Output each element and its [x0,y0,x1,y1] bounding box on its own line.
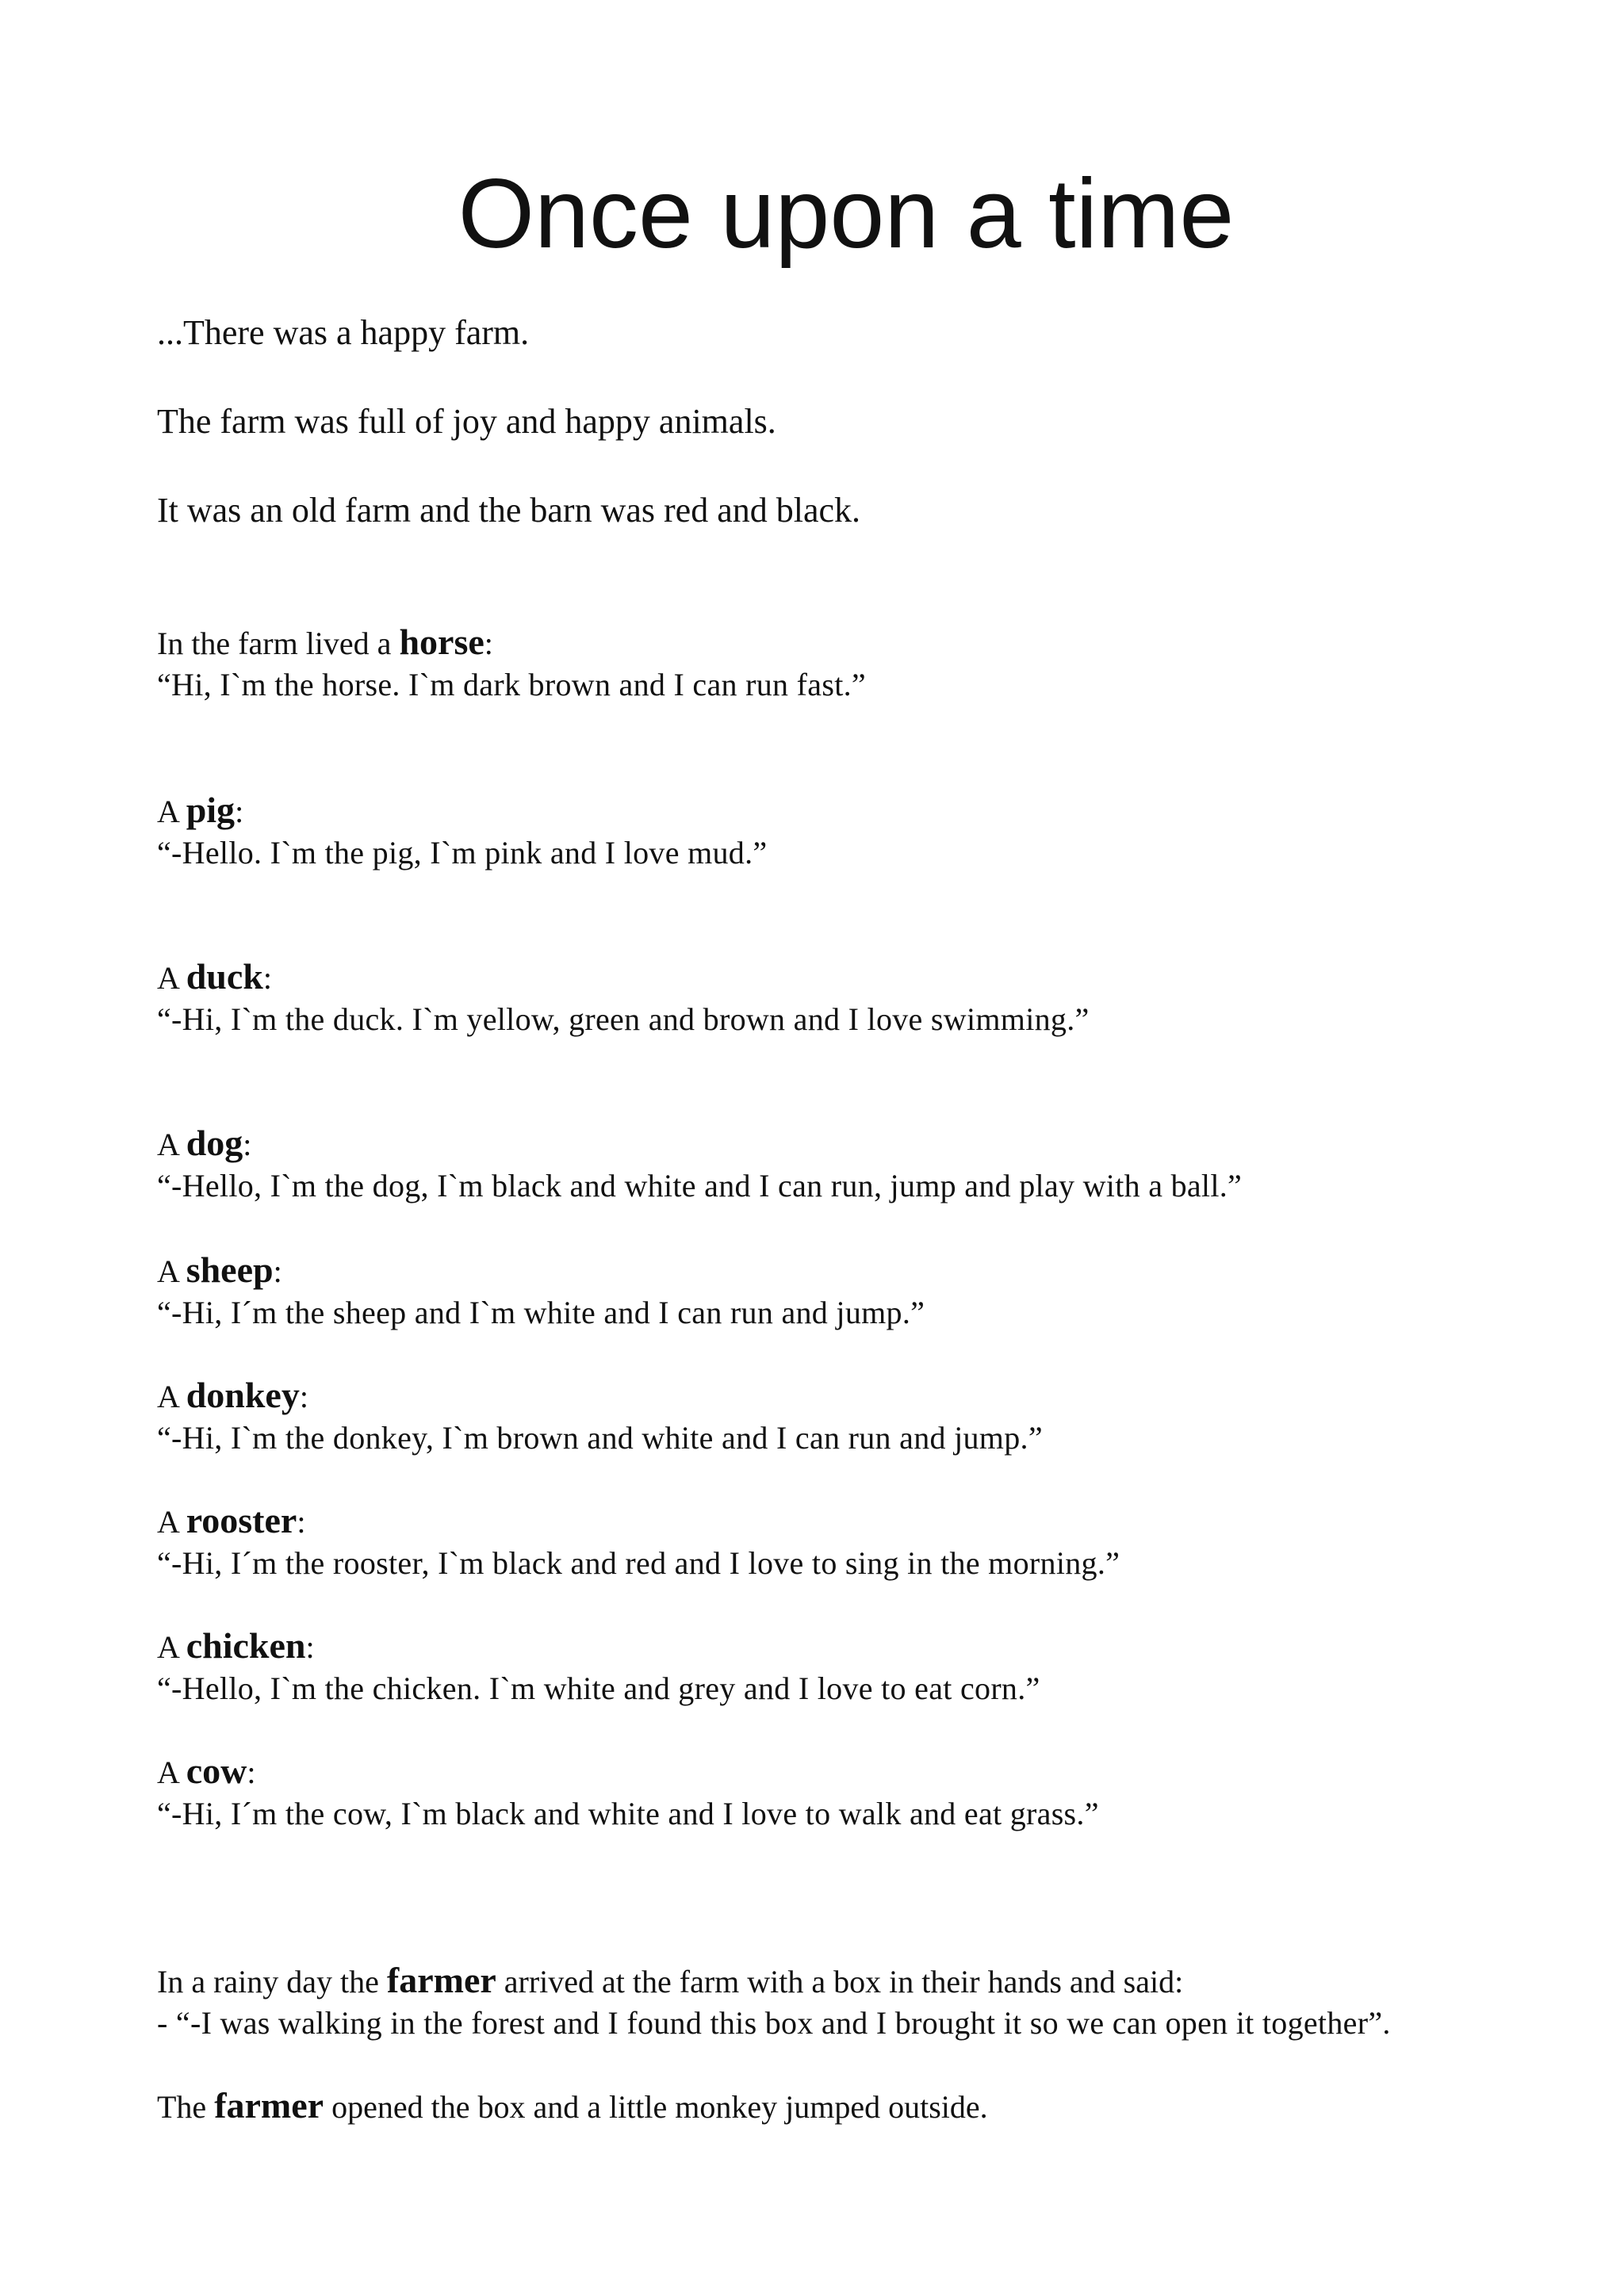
animal-name: chicken [186,1625,306,1666]
animal-quote: “-Hello. I`m the pig, I`m pink and I love mud.” [157,835,768,871]
animal-entry-cow [157,1751,1099,1835]
animal-prefix: A [157,1127,186,1162]
farmer-name: farmer [386,1960,496,2000]
animal-suffix: : [299,1379,308,1414]
animal-prefix: A [157,794,186,829]
closing-line [157,2085,988,2128]
animal-suffix: : [262,960,272,996]
animal-intro [157,790,767,832]
animal-name: donkey [186,1375,300,1415]
closing-prefix: The [157,2089,215,2125]
animal-suffix: : [484,626,493,661]
animal-name: rooster [186,1500,297,1540]
animal-prefix: A [157,1755,186,1790]
animal-quote: “-Hi, I´m the cow, I`m black and white and I love to walk and eat grass.” [157,1796,1099,1831]
intro-line: It was an old farm and the barn was red and black. [157,491,861,530]
animal-name: pig [186,790,236,830]
animal-intro [157,1249,925,1292]
animal-intro [157,1375,1043,1418]
animal-entry-horse [157,622,866,706]
closing-paragraph [157,2085,988,2128]
farmer-suffix: arrived at the farm with a box in their hands and said: [496,1964,1184,1999]
animal-suffix: : [235,794,244,829]
animal-entry-sheep [157,1249,925,1334]
animal-name: duck [186,956,263,997]
animal-suffix: : [243,1127,252,1162]
farmer-paragraph [157,1960,1391,2044]
animal-name: dog [186,1123,243,1163]
animal-prefix: A [157,960,186,996]
animal-prefix: A [157,1379,186,1414]
intro-line: The farm was full of joy and happy animals. [157,402,776,441]
animal-prefix: A [157,1253,186,1289]
animal-intro [157,622,866,664]
farmer-prefix: In a rainy day the [157,1964,387,1999]
animal-name: horse [399,622,485,662]
animal-quote: “Hi, I`m the horse. I`m dark brown and I can run fast.” [157,667,866,702]
animal-name: sheep [186,1249,274,1290]
animal-intro [157,956,1090,999]
intro-line: ...There was a happy farm. [157,313,530,352]
page-title: Once upon a time [458,159,1235,269]
animal-intro [157,1123,1242,1165]
animal-name: cow [186,1751,247,1791]
animal-quote: “-Hi, I´m the rooster, I`m black and red and I love to sing in the morning.” [157,1545,1120,1581]
animal-suffix: : [273,1253,282,1289]
farmer-intro [157,1960,1391,2003]
animal-intro [157,1500,1120,1543]
animal-prefix: A [157,1629,186,1665]
animal-suffix: : [247,1755,256,1790]
animal-prefix: A [157,1504,186,1540]
farmer-name: farmer [214,2085,324,2126]
animal-prefix: In the farm lived a [157,626,400,661]
animal-quote: “-Hi, I´m the sheep and I`m white and I can run and jump.” [157,1295,925,1330]
animal-quote: “-Hello, I`m the chicken. I`m white and grey and I love to eat corn.” [157,1670,1040,1706]
animal-suffix: : [305,1629,315,1665]
animal-entry-pig [157,790,767,874]
animal-quote: “-Hello, I`m the dog, I`m black and white and I can run, jump and play with a ball.” [157,1168,1243,1203]
animal-entry-rooster [157,1500,1120,1584]
animal-entry-dog [157,1123,1242,1207]
animal-quote: “-Hi, I`m the donkey, I`m brown and white and I can run and jump.” [157,1420,1043,1456]
animal-suffix: : [297,1504,306,1540]
closing-suffix: opened the box and a little monkey jumped outside. [324,2089,988,2125]
animal-entry-donkey [157,1375,1043,1459]
animal-intro [157,1751,1099,1793]
farmer-quote: - “-I was walking in the forest and I found this box and I brought it so we can open it together”. [157,2005,1391,2041]
animal-entry-chicken [157,1625,1040,1709]
animal-intro [157,1625,1040,1668]
animal-quote: “-Hi, I`m the duck. I`m yellow, green and brown and I love swimming.” [157,1001,1090,1037]
animal-entry-duck [157,956,1090,1040]
